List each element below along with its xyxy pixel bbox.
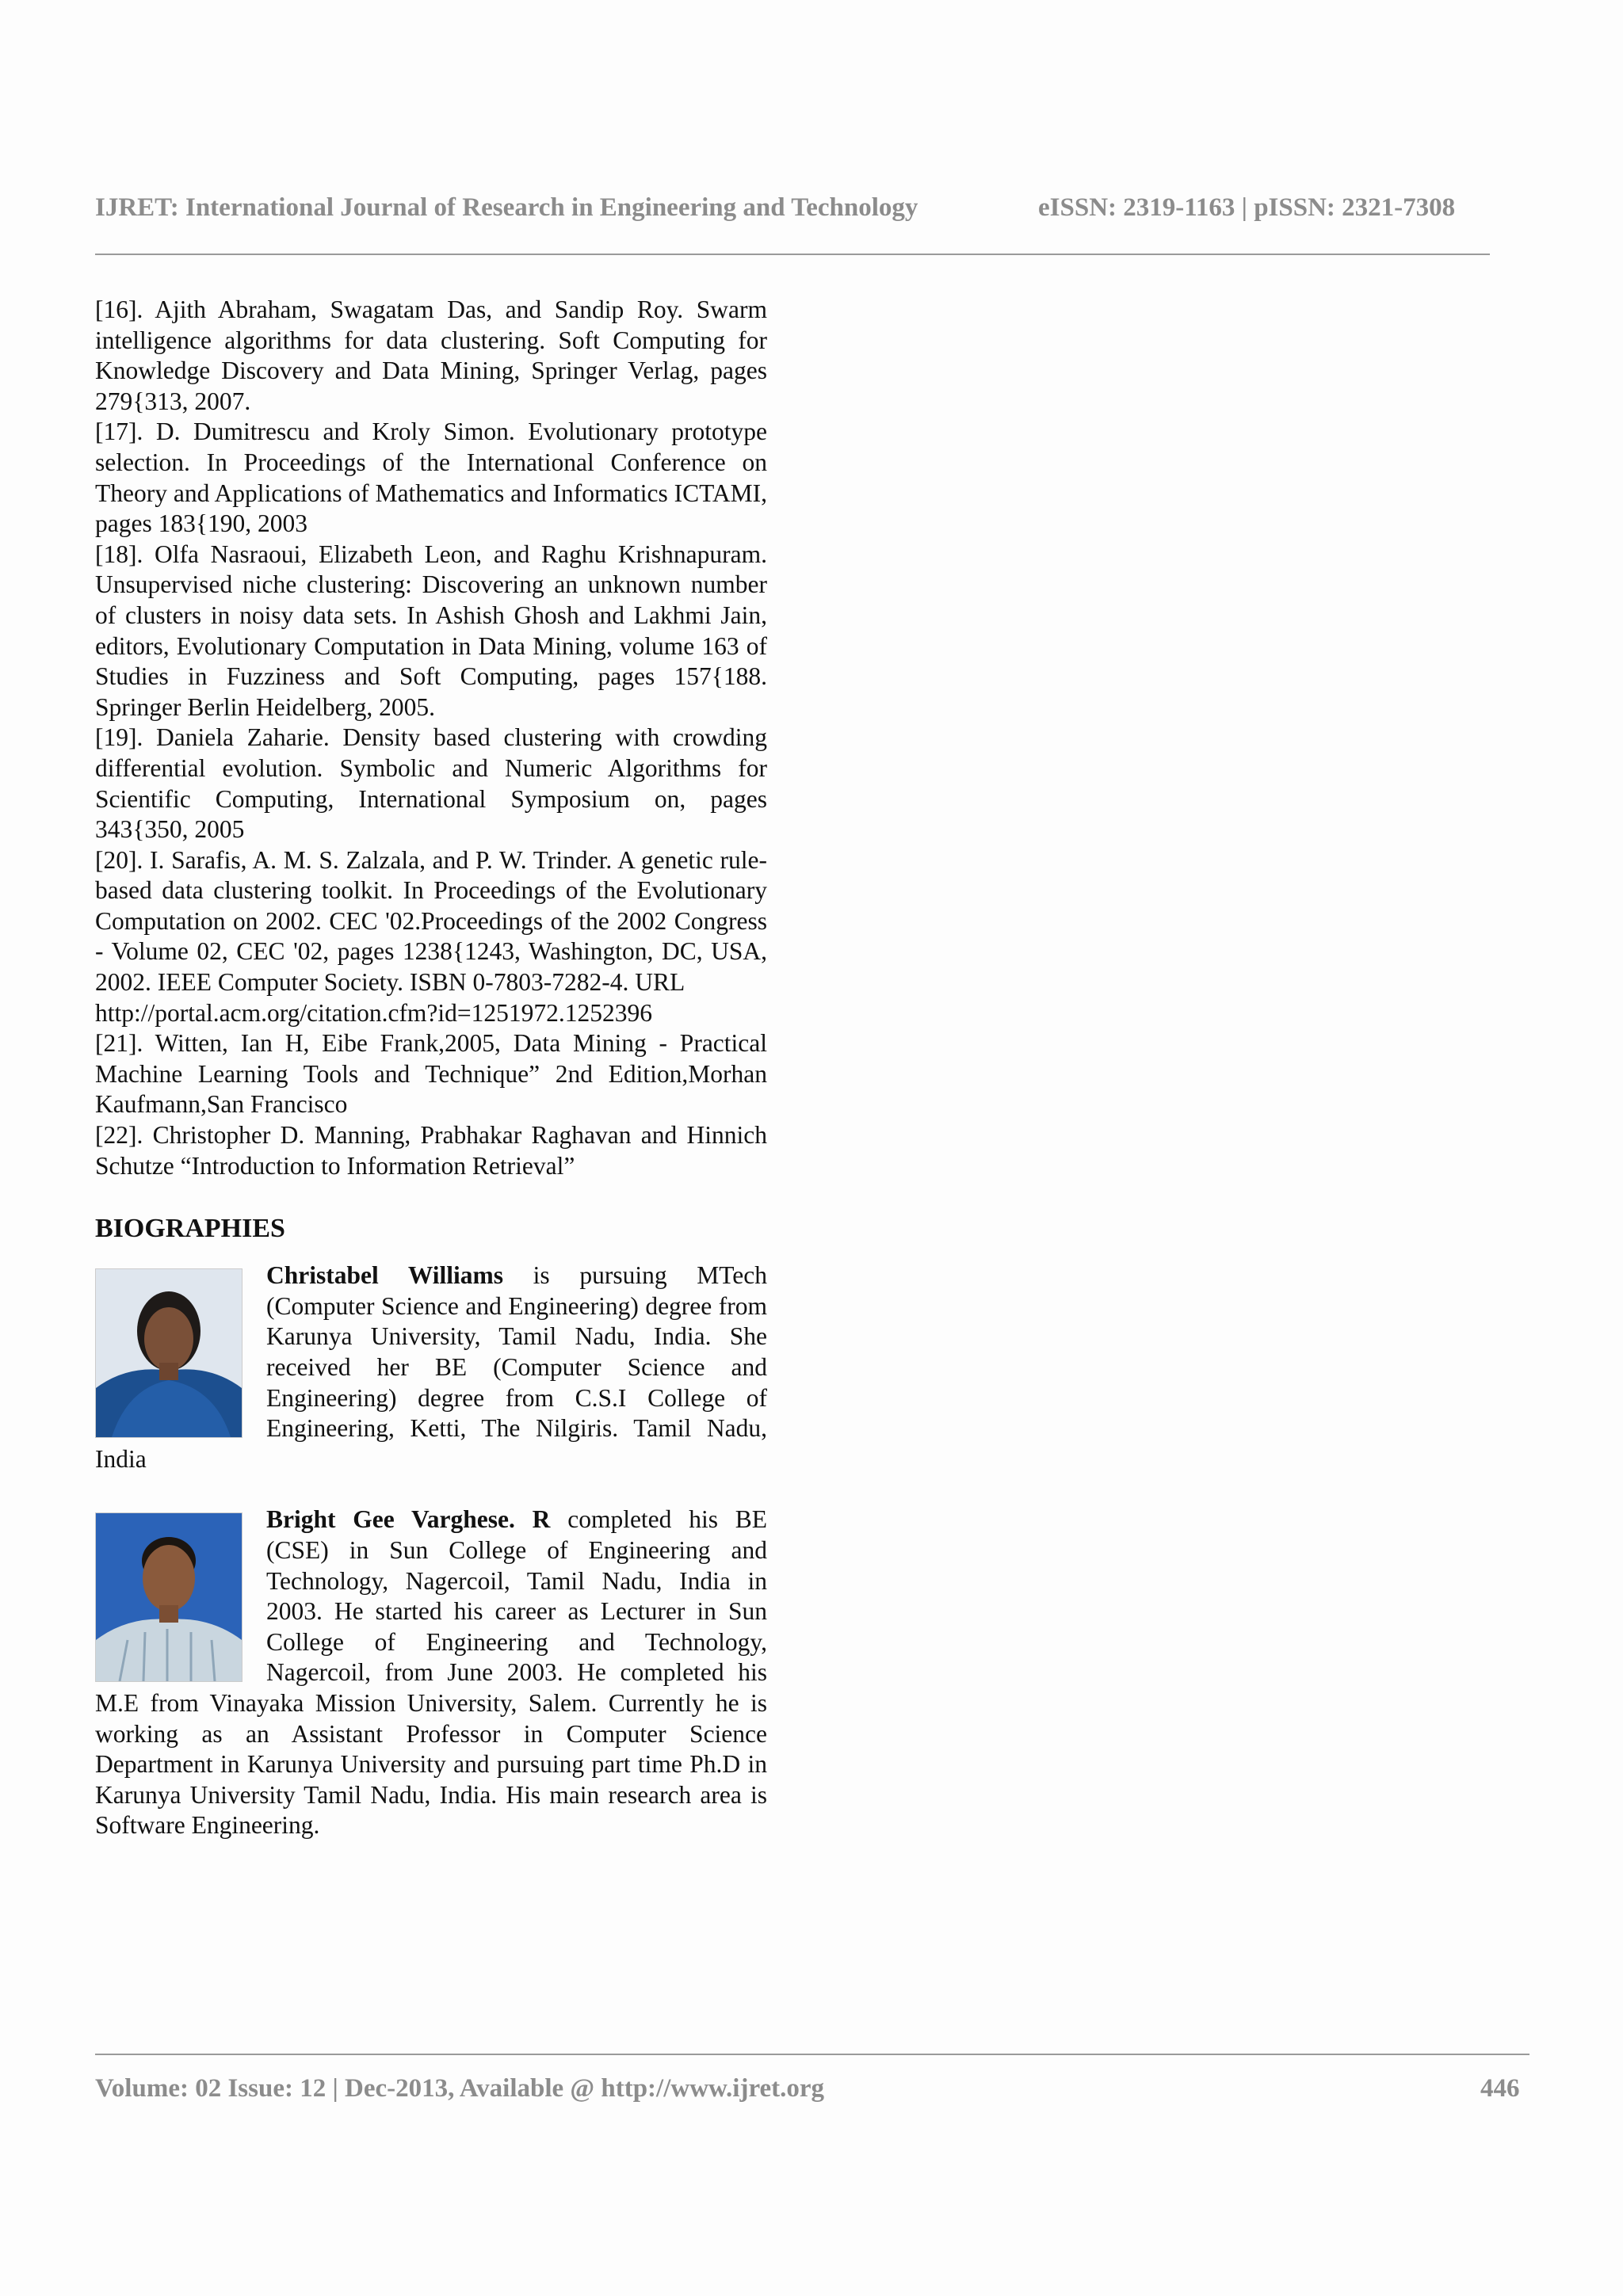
biography-bright [95, 1505, 767, 1841]
biographies-heading: BIOGRAPHIES [95, 1214, 285, 1244]
bio-name-christabel: Christabel Williams [266, 1261, 504, 1290]
reference-16: [16]. Ajith Abraham, Swagatam Das, and Sandip Roy. Swarm intelligence algorithms for data clustering. Soft Computing for Knowledge Discovery and Data Mining, Springer Verlag, pages 279{313, 2007. [95, 296, 767, 415]
bio-name-bright: Bright Gee Varghese. R [266, 1505, 551, 1534]
reference-21: [21]. Witten, Ian H, Eibe Frank,2005, Data Mining - Practical Machine Learning Tools and Technique” 2nd Edition,Morhan Kaufmann,San Francisco [95, 1029, 767, 1119]
reference-19: [19]. Daniela Zaharie. Density based clustering with crowding differential evolution. Symbolic and Numeric Algorithms for Scientific Computing, International Symposium on, pages 343{350, 2005 [95, 723, 767, 844]
reference-20-text: [20]. I. Sarafis, A. M. S. Zalzala, and P. W. Trinder. A genetic rule-based data clustering toolkit. In Proceedings of the Evolutionary Computation on 2002. CEC '02.Proceedings of the 2002 Congress - Volume 02, CEC '02, pages 1238{1243, Washington, DC, USA, 2002. IEEE Computer Society. ISBN 0-7803-7282-4. URL [95, 845, 767, 997]
issn-text: eISSN: 2319-1163 | pISSN: 2321-7308 [1038, 193, 1456, 222]
bio-text-bright: completed his BE (CSE) in Sun College of Engineering and Technology, Nagercoil, Tamil Nadu, India in 2003. He started his career as Lecturer in Sun College of Engineering and Technology, Nagercoil, from June 2003. He completed his M.E from Vinayaka Mission University, Salem. Currently he is working as an Assistant Professor in Computer Science Department in Karunya University and pursuing part time Ph.D in Karunya University Tamil Nadu, India. His main research area is Software Engineering. [95, 1505, 767, 1840]
reference-20-url[interactable]: http://portal.acm.org/citation.cfm?id=1251972.1252396 [95, 998, 653, 1027]
bio-text-christabel: is pursuing MTech (Computer Science and Engineering) degree from Karunya University, Tamil Nadu, India. She received her BE (Computer Science and Engineering) degree from C.S.I College of Engineering, Ketti, The Nilgiris. Tamil Nadu, India [95, 1261, 767, 1473]
reference-22: [22]. Christopher D. Manning, Prabhakar Raghavan and Hinnich Schutze “Introduction to Information Retrieval” [95, 1121, 767, 1180]
reference-20 [95, 845, 767, 1029]
reference-17: [17]. D. Dumitrescu and Kroly Simon. Evolutionary prototype selection. In Proceedings of the International Conference on Theory and Applications of Mathematics and Informatics ICTAMI, pages 183{190, 2003 [95, 418, 767, 538]
portrait-image [96, 1513, 242, 1681]
header-rule [95, 254, 1490, 255]
author-photo-bright [95, 1512, 242, 1682]
reference-18: [18]. Olfa Nasraoui, Elizabeth Leon, and Raghu Krishnapuram. Unsupervised niche clustering: Discovering an unknown number of clusters in noisy data sets. In Ashish Ghosh and Lakhmi Jain, editors, Evolutionary Computation in Data Mining, volume 163 of Studies in Fuzziness and Soft Computing, pages 157{188. Springer Berlin Heidelberg, 2005. [95, 540, 767, 721]
author-photo-christabel [95, 1268, 242, 1438]
footer-rule [95, 2054, 1529, 2055]
left-column [95, 295, 767, 1841]
footer-volume: Volume: 02 Issue: 12 | Dec-2013, Available @ http://www.ijret.org [95, 2074, 825, 2103]
portrait-image [96, 1269, 242, 1437]
reference-list [95, 295, 767, 1181]
page-number: 446 [1480, 2074, 1520, 2103]
journal-title: IJRET: International Journal of Research in Engineering and Technology [95, 193, 918, 222]
biography-christabel [95, 1261, 767, 1474]
